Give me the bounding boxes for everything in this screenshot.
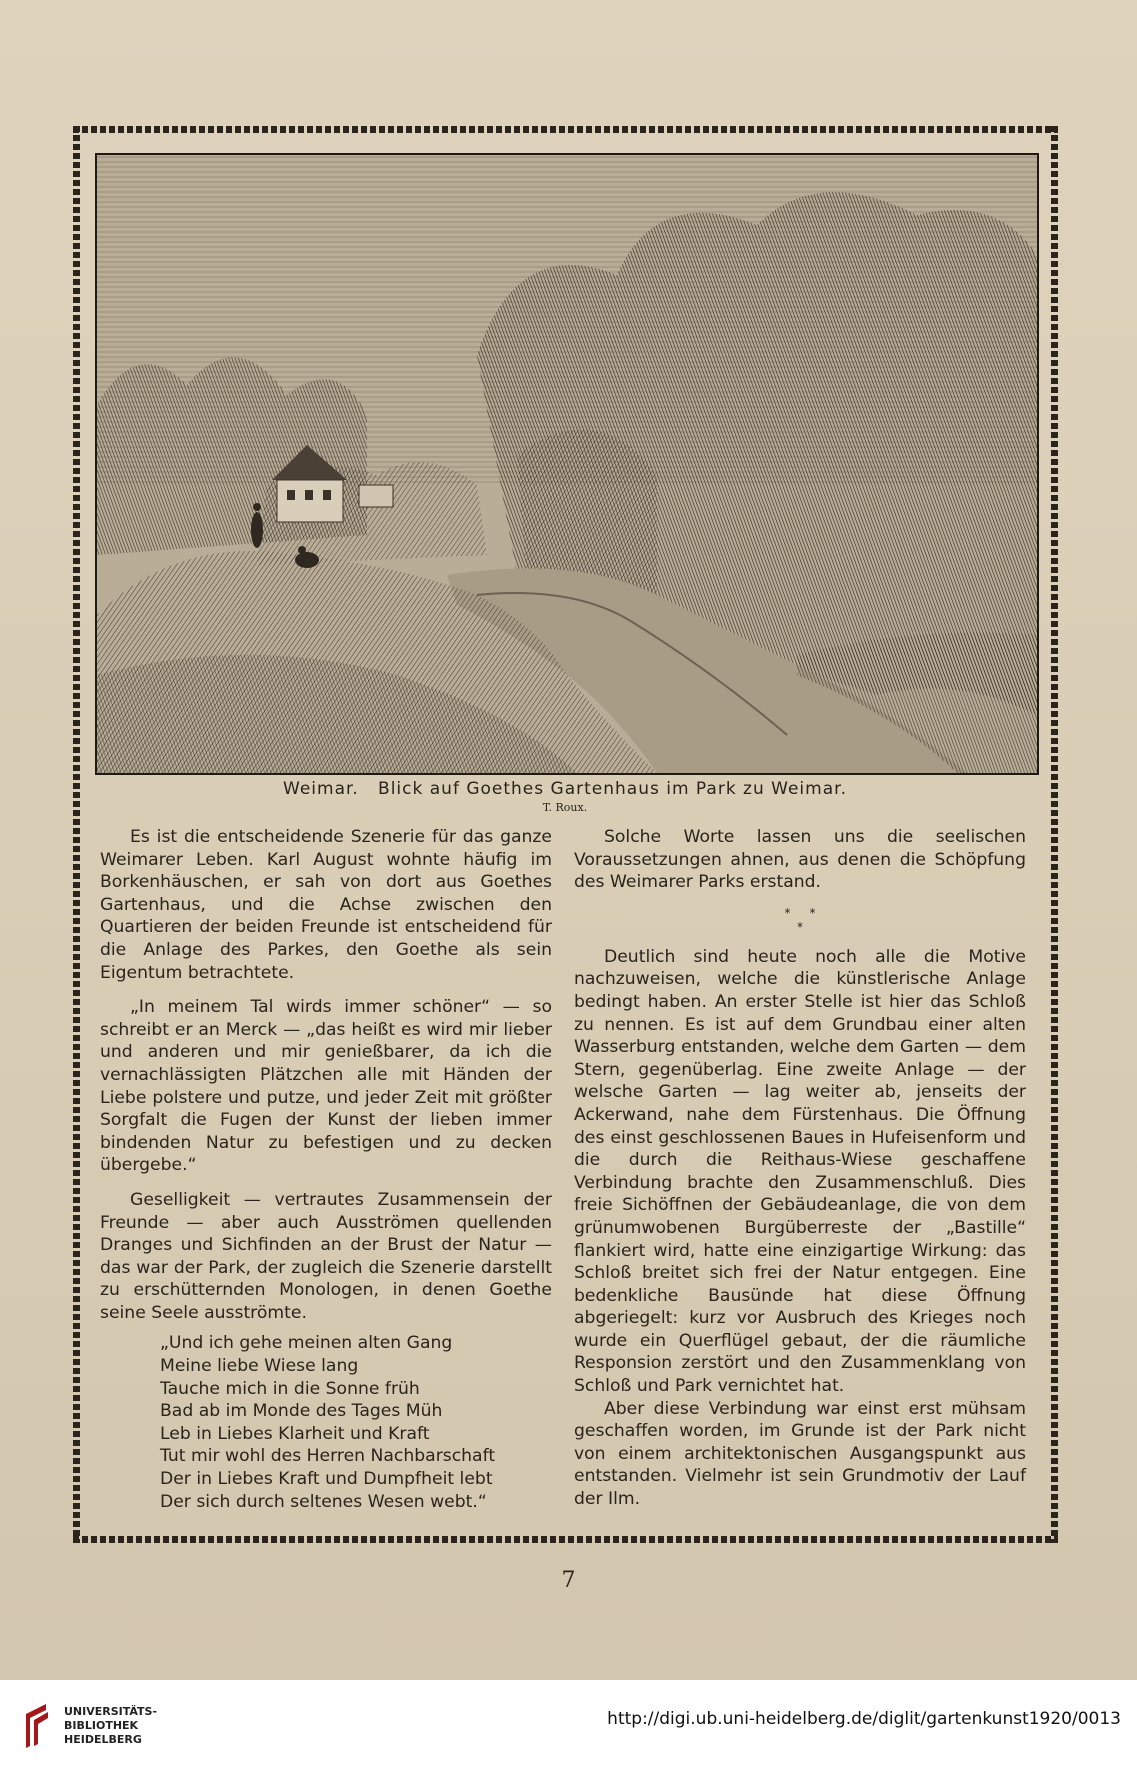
library-name: [64, 1705, 157, 1747]
poem-line: Meine liebe Wiese lang: [160, 1356, 359, 1377]
digitization-footer: [0, 1680, 1137, 1773]
university-library-logo-icon: [18, 1702, 52, 1750]
source-url-link[interactable]: http://digi.ub.uni-heidelberg.de/diglit/gartenkunst1920/0013: [607, 1709, 1121, 1729]
figure-credit: T. Roux.: [542, 801, 588, 814]
stars-top: * *: [784, 905, 816, 920]
poem-line: Bad ab im Monde des Tages Müh: [160, 1401, 443, 1422]
frame-top: [73, 126, 1058, 133]
page-number: 7: [561, 1568, 576, 1593]
right-paragraph-2: Deutlich sind heute noch alle die Motive nachzuweisen, welche die künstlerische Anlage bedingt haben. An erster Stelle ist hier das Schloß zu nennen. Es ist auf dem Grundbau einer alten Wasserburg entstanden, welche dem Garten — dem Stern, gegenüberlag. Eine zweite Anlage — der welsche Garten — lag weiter ab, jenseits der Ackerwand, nahe dem Fürstenhaus. Die Öffnung des einst geschlossenen Baues in Hufeisenform und die durch die Reithaus-Wiese geschaffene Verbindung brachte den Zusammenschluß. Dies freie Sichöffnen der Gebäudeanlage, die von dem grünumwobenen Burgüberreste der „Bastille“ flankiert wird, hatte eine einzigartige Wirkung: das Schloß breitet sich frei der Natur entgegen. Eine bedenkliche Bausünde hat diese Öffnung abgeriegelt: kurz vor Ausbruch des Krieges noch wurde ein Querflügel gebaut, der die räumliche Responsion zerstört und den Zusammenklang von Schloß und Park vernichtet hat.: [574, 946, 1026, 1397]
right-paragraph-3: Aber diese Verbindung war einst erst mühsam geschaffen worden, im Grunde ist der Park nicht von einem architektonischen Ausgangspunkt aus entstanden. Vielmehr ist sein Grundmotiv der Lauf der Ilm.: [574, 1398, 1026, 1510]
left-paragraph-2: „In meinem Tal wirds immer schöner“ — so schreibt er an Merck — „das heißt es wird mir lieber und anderen und mir genießbarer, da ich die vernachlässigten Plätzchen alle mit Händen der Liebe polstere und putze, und jeder Zeit mit größter Sorgfalt die Fugen der Kunst der lieben immer bindenden Natur zu befestigen und zu decken übergebe.“: [100, 997, 552, 1176]
right-paragraph-1: Solche Worte lassen uns die seelischen Voraussetzungen ahnen, aus denen die Schöpfung des Weimarer Parks erstand.: [574, 827, 1026, 893]
left-paragraph-1: Es ist die entscheidende Szenerie für das ganze Weimarer Leben. Karl August wohnte häufig im Borkenhäuschen, er sah von dort aus Goethes Gartenhaus, und die Achse zwischen den Quartieren der beiden Freunde ist entscheidend für die Anlage des Parkes, den Goethe als sein Eigentum betrachtete.: [100, 827, 552, 983]
poem-line: „Und ich gehe meinen alten Gang: [160, 1333, 453, 1354]
figure-caption: Weimar. Blick auf Goethes Gartenhaus im Park zu Weimar.: [283, 779, 847, 799]
library-name-line: HEIDELBERG: [64, 1733, 142, 1746]
frame-right: [1051, 126, 1058, 1543]
poem-line: Tut mir wohl des Herren Nachbarschaft: [160, 1446, 496, 1467]
frame-bottom: [73, 1536, 1058, 1543]
library-name-line: UNIVERSITÄTS-: [64, 1705, 158, 1718]
poem-block: [160, 1332, 552, 1513]
poem-line: Der in Liebes Kraft und Dumpfheit lebt: [160, 1469, 493, 1490]
poem-line: Tauche mich in die Sonne früh: [160, 1378, 420, 1399]
poem-line: Leb in Liebes Klarheit und Kraft: [160, 1423, 430, 1444]
frame-left: [73, 126, 80, 1543]
section-divider-stars: [574, 906, 1026, 934]
library-name-line: BIBLIOTHEK: [64, 1719, 139, 1732]
stars-bottom: *: [797, 919, 803, 934]
left-column: [100, 826, 552, 1513]
right-column: [574, 826, 1026, 1511]
garden-house-landscape-image: [97, 155, 1037, 773]
left-paragraph-3: Geselligkeit — vertrautes Zusammensein der Freunde — aber auch Ausströmen quellenden Dranges und Sichfinden an der Brust der Natur — das war der Park, der zugleich die Szenerie darstellt zu erschütternden Monologen, in denen Goethe seine Seele ausströmte.: [100, 1189, 552, 1323]
poem-line: Der sich durch seltenes Wesen webt.“: [160, 1491, 487, 1512]
engraving-illustration: [95, 153, 1039, 775]
